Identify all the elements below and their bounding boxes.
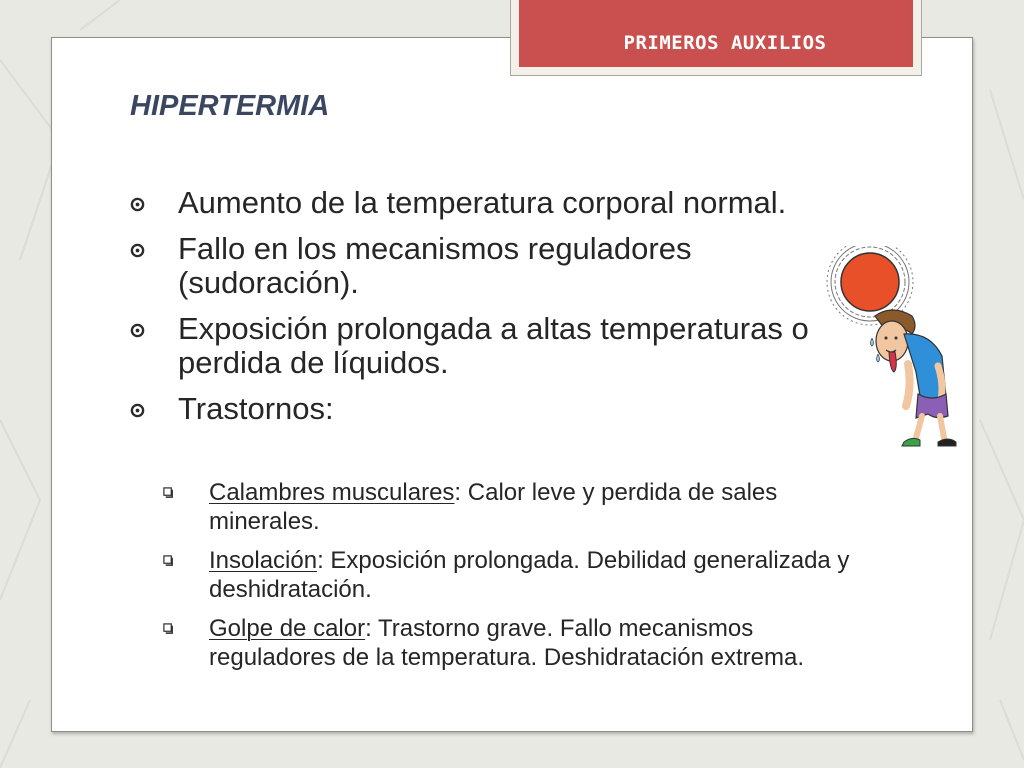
bullet-text: Exposición prolongada a altas temperaturas o perdida de líquidos. <box>178 311 809 380</box>
header-tab <box>510 0 922 76</box>
sub-bullet-item <box>160 478 860 536</box>
bullet-item <box>130 392 830 426</box>
hollow-square-bullet-icon <box>163 555 174 566</box>
bullet-ring-icon <box>130 323 145 338</box>
sub-bullet-list <box>160 478 860 682</box>
header-tab-fill <box>519 0 913 67</box>
sub-bullet-term: Golpe de calor <box>209 615 366 642</box>
bullet-text: Trastornos: <box>178 391 334 426</box>
header-label: PRIMEROS AUXILIOS <box>623 31 827 54</box>
bullet-text: Aumento de la temperatura corporal normal. <box>178 185 787 220</box>
sub-bullet-text: : Exposición prolongada. Debilidad generalizada y deshidratación. <box>209 547 850 603</box>
overheated-man-under-sun-icon <box>820 246 960 456</box>
bullet-ring-icon <box>130 403 145 418</box>
bullet-item <box>130 312 830 380</box>
bullet-ring-icon <box>130 197 145 212</box>
bullet-text: Fallo en los mecanismos reguladores (sudoración). <box>178 231 692 300</box>
slide-title: HIPERTERMIA <box>130 90 330 122</box>
bullet-list <box>130 186 830 438</box>
sub-bullet-term: Calambres musculares <box>209 479 455 506</box>
hollow-square-bullet-icon <box>163 623 174 634</box>
bullet-item <box>130 232 830 300</box>
sub-bullet-item <box>160 614 860 672</box>
sub-bullet-text: : Trastorno grave. Fallo mecanismos reguladores de la temperatura. Deshidratación extrema. <box>209 615 804 671</box>
sub-bullet-item <box>160 546 860 604</box>
hollow-square-bullet-icon <box>163 487 174 498</box>
bullet-item <box>130 186 830 220</box>
sub-bullet-term: Insolación <box>209 547 318 574</box>
bullet-ring-icon <box>130 243 145 258</box>
sub-bullet-text: : Calor leve y perdida de sales minerales. <box>209 479 778 535</box>
